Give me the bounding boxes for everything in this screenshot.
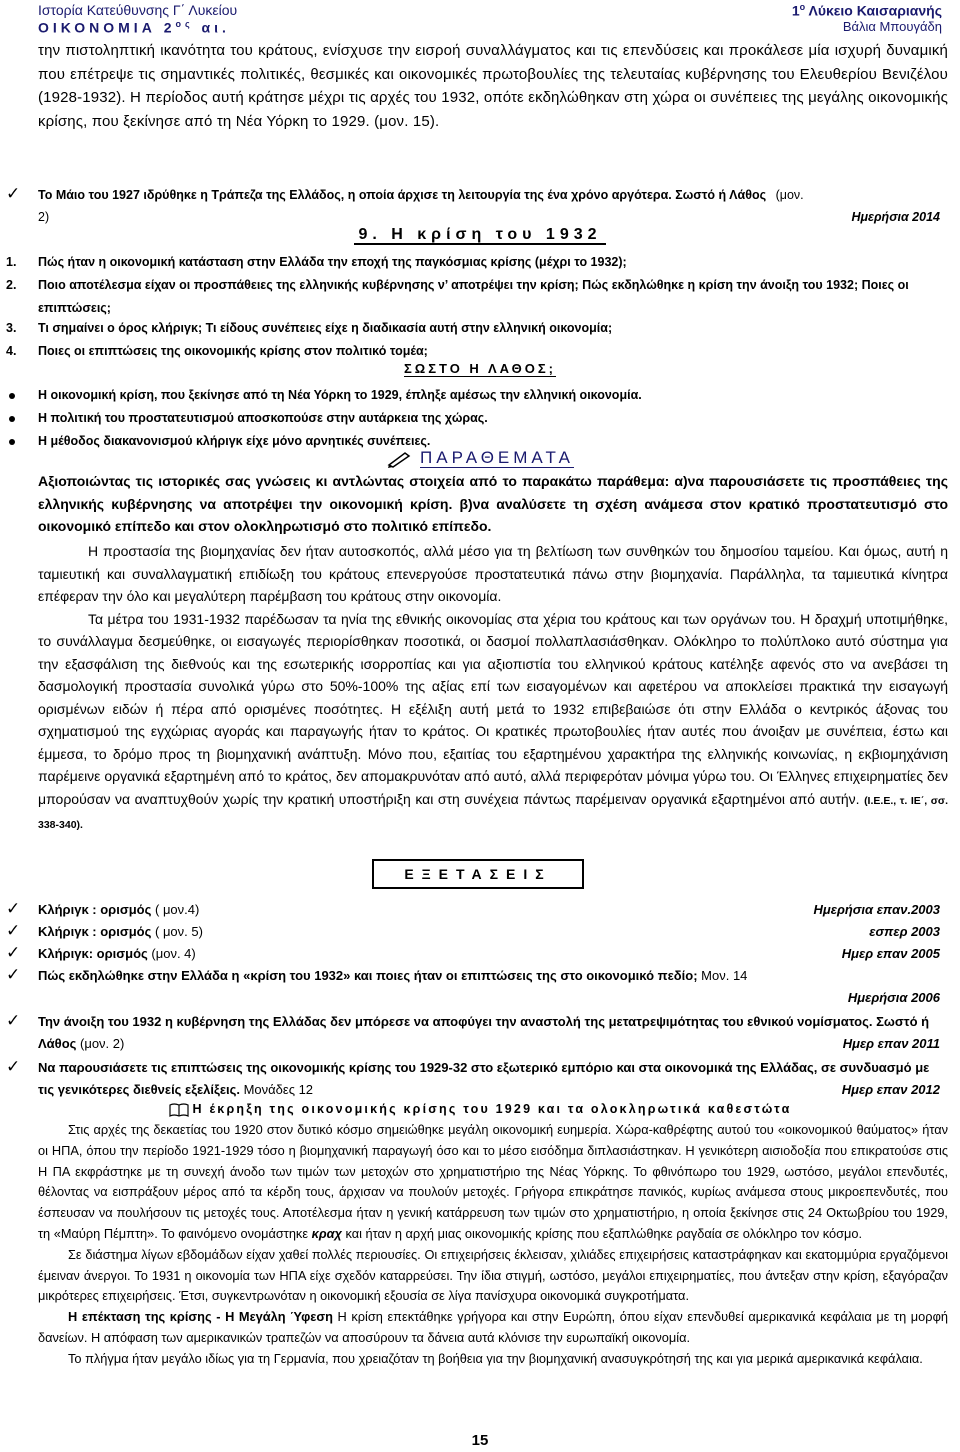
expansion-paragraph: Στις αρχές της δεκαετίας του 1920 στον δυτικό κόσμο σημειώθηκε μεγάλη οικονομική ευημερία. Χώρα-καθρέφτης αυτού του «οικονομικού θαύματος» ήταν οι ΗΠΑ, όπου την περίοδο 1921-1929 τόσο η βιομηχανική παραγωγή όσο και το μέσο εισόδημα διπλασιάστηκαν. Η γενικότερη αισιοδοξία που επικρατούσε στις Η ΠΑ εκφράστηκε με τη συνεχή άνοδο των τιμών των μετοχών στο χρηματιστήριο της Νέας Υόρκης. Το φθινόπωρο του 1929, ωστόσο, μεγάλοι επενδυτές, θέλοντας να εισπράξουν μέρος από τα κέρδη τους, άρχισαν να πουλούν μετοχές. Γρήγορα επικράτησε πανικός, κυρίως ανάμεσα στους μικροεπενδυτές, που έσπευσαν να πουλήσουν τις μετοχές τους. Αποτέλεσμα ήταν η γενική κατάρρευση των τιμών στο χρηματιστήριο, η οποία ξεκίνησε στις 24 Οκτωβρίου του 1929, τη «Μαύρη Πέμπτη». Το φαινόμενο ονομάστηκε κραχ και ήταν η αρχή μιας οικονομικής κρίσης που εξαπλώθηκε ραγδαία σε ολόκληρο τον κόσμο. [38,1122,948,1241]
source-paragraph: Η προστασία της βιομηχανίας δεν ήταν αυτοσκοπός, αλλά μέσο για τη βελτίωση των συνθηκών του δημοσίου ταμείου. Και όμως, αυτή η ταμιευτική και συναλλαγματική επιδίωξη του κράτους επενεργούσε προστατευτικά πάνω στην βιομηχανία. Παράλληλα, τα ταμιευτικά κίνητρα επέφεραν την όλο και μεγαλύτερη παρέμβαση του κράτους στην οικονομία. [38,543,948,604]
true-false-item: Η οικονομική κρίση, που ξεκίνησε από τη Νέα Υόρκη το 1929, έπληξε αμέσως την ελληνική οικονομία. [38,388,642,402]
question-item: Ποιο αποτέλεσμα είχαν οι προσπάθειες της ελληνικής κυβέρνησης ν’ αποτρέψει την κρίση; Πώς εκδηλώθηκε η κρίση την άνοιξη του 1932; Ποιες οι επιπτώσεις; [38,278,909,315]
true-false-item: Η πολιτική του προστατευτισμού αποσκοπούσε στην αυτάρκεια της χώρας. [38,411,488,425]
source-citation: (Ι.Ε.Ε., τ. ΙΕ΄, σσ. 338-340). [38,794,949,831]
question-item: Πώς ήταν η οικονομική κατάσταση στην Ελλάδα την εποχή της παγκόσμιας κρίσης (μέχρι το 1932); [38,255,627,269]
header-author: Βάλια Μπουγάδη [842,19,942,34]
bullet-icon [9,439,15,445]
book-icon [169,1103,189,1117]
checkmark-icon: ✓ [6,943,21,962]
checkmark-icon: ✓ [6,899,21,918]
tf-question-2014-marks: 2) Ημερήσια 2014 [38,210,940,224]
checkmark-icon: ✓ [6,1011,21,1030]
expansion-text [38,1120,948,1370]
document-page: Ιστορία Κατεύθυνσης Γ΄ Λυκείου ΟΙΚΟΝΟΜΙΑ $2^{o\varsigma}$ αι. $1^o$ Λύκειο Καισαριανής Βάλια Μπουγάδη την πιστοληπτική ικανότητα του κράτους, ενίσχυσε την εισροή συναλλάγματος και τις επενδύσεις και προκάλεσε μία ισχυρή δυναμική που επέτρεψε τις σημαντικές πολιτικές, θεσμικές και οικονομικές πρωτοβουλίες της τελευταίας κυβέρνησης του Ελευθερίου Βενιζέλου (1928-1932). Η περίοδος αυτή κράτησε μέχρι τις αρχές του 1932, οπότε εκδηλώθηκαν στη χώρα οι συνέπειες της μεγάλης οικονομικής κρίσης, που ξεκίνησε από τη Νέα Υόρκη το 1929. (μον. 15). ✓ Το Μάιο του 1927 ιδρύθηκε η Τράπεζα της Ελλάδος, η οποία άρχισε τη λειτουργία της ένα χρόνο αργότερα. Σωστό ή Λάθος (μον. 2) Ημερήσια 2014 9. Η κρίση του 1932 1. Πώς ήταν η οικονομική κατάσταση στην Ελλάδα την εποχή της παγκόσμιας κρίσης (μέχρι το 1932); 2. Ποιο αποτέλεσμα είχαν οι προσπάθειες της ελληνικής κυβέρνησης ν’ αποτρέψει την κρίση; Πώς εκδηλώθηκε η κρίση την άνοιξη του 1932; Ποιες οι επιπτώσεις; 3. Τι σημαίνει ο όρος κλήριγκ; Τι είδους συνέπειες είχε η διαδικασία αυτή στην ελληνική οικονομία; 4. Ποιες οι επιπτώσεις της οικονομικής κρίσης στον πολιτικό τομέα; ΣΩΣΤΟ Η ΛΑΘΟΣ; Η οικονομική κρίση, που ξεκίνησε από τη Νέα Υόρκη το 1929, έπληξε αμέσως την ελληνική οικονομία. Η πολιτική του προστατευτισμού αποσκοπούσε στην αυτάρκεια της χώρας. Η μέθοδος διακανονισμού κλήριγκ είχε μόνο αρνητικές συνέπειες. ΠΑΡΑΘΕΜΑΤΑ Αξιοποιώντας τις ιστορικές σας γνώσεις κι αντλώντας στοιχεία από το παρακάτω παράθεμα: α)να παρουσιάσετε τις προσπάθειες της ελληνικής κυβέρνησης να αποτρέψει την οικονομική κρίση. β)να αναλύσετε τη σχέση ανάμεσα στον κρατικό προστατευτισμό στο οικονομικό επίπεδο και στον ολοκληρωτισμό στο πολιτικό επίπεδο. Η προστασία της βιομηχανίας δεν ήταν αυτοσκοπός, αλλά μέσο για τη βελτίωση των συνθηκών του δημοσίου ταμείου. Και όμως, αυτή η ταμιευτική και συναλλαγματική επιδίωξη του κράτους επενεργούσε προστατευτικά πάνω στην βιομηχανία. Παράλληλα, τα ταμιευτικά κίνητρα επέφεραν την όλο και μεγαλύτερη παρέμβαση του κράτους στην οικονομία. Τα μέτρα του 1931-1932 παρέδωσαν τα ηνία της εθνικής οικονομίας στα χέρια του κράτους και των οργάνων του. Η δραχμή υποτιμήθηκε, το συνάλλαγμα δεσμεύθηκε, οι εισαγωγές περιορίσθηκαν ποσοτικά, οι δασμοί πολλαπλασιάσθηκαν. Ολόκληρο το πολύπλοκο αυτό σύστημα για την εξασφάλιση της διεθνούς και της εσωτερικής ισορροπίας και για αξιοπιστία του ελληνικού κράτους κατέληξε αφενός στο να ανεβάσει τη δασμολογική προστασία συνολικά γύρω στο 50%-100% της αξίας επί των εισαγομένων και αφετέρου να αποκλείσει πρακτικά την εισαγωγή ορισμένων ειδών ή πέρα από ορισμένες ποσότητες. Η εξέλιξη αυτή μετά το 1932 επιβεβαιώσε ότι στην Ελλάδα ο κεντρικός άξονας του σχηματισμού της εγχώριας αγοράς και παραγωγής ήταν το κράτος. Οι κρατικές πρωτοβουλίες ήταν αυτές που άνοιξαν με συνέπεια, έστω και έμμεσα, το δρόμο προς τη βιομηχανική ανάπτυξη. Μόνο που, εξαιτίας του εξαρτημένου χαρακτήρα της ελληνικής κοινωνίας, η εκβιομηχάνιση παρέμεινε οργανικά εξαρτημένη από το κράτος, δεν απομακρυνόταν από αυτό, αλλά περιφερόταν μόνιμα γύρω του. Οι Έλληνες επιχειρηματίες δεν μπορούσαν να αναπτυχθούν χωρίς την κρατική υποστήριξη και στη συνέχεια πάντως παρέμειναν οργανικά εξαρτημένοι από αυτήν. (Ι.Ε.Ε., τ. ΙΕ΄, σσ. 338-340). ΕΞΕΤΑΣΕΙΣ ✓ Κλήριγκ : ορισμός ( μον.4) Ημερήσια επαν.2003 ✓ Κλήριγκ : ορισμός ( μον. 5) εσπερ 2003 ✓ Κλήριγκ: ορισμός (μον. 4) Ημερ επαν 2005 ✓ Πώς εκδηλώθηκε στην Ελλάδα η «κρίση του 1932» και ποιες ήταν οι επιπτώσεις της στο οικονομικό πεδίο; Μον. 14 Ημερήσια 2006 ✓ Την άνοιξη του 1932 η κυβέρνηση της Ελλάδας δεν μπόρεσε να αποφύγει την αναστολή της μετατρεψιμότητας του εθνικού νομίσματος. Σωστό ή Λάθος (μον. 2) Ημερ επαν 2011 ✓ Να παρουσιάσετε τις επιπτώσεις της οικονομικής κρίσης του 1929-32 στο εξωτερικό εμπόριο και στα οικονομικά της Ελλάδας, σε συνδυασμό με τις γενικότερες διεθνείς εξελίξεις. Μονάδες 12 Ημερ επαν 2012 Η έκρηξη της οικονομικής κρίσης του 1929 και τα ολοκληρωτικά καθεστώτα Στις αρχές της δεκαετίας του 1920 στον δυτικό κόσμο σημειώθηκε μεγάλη οικονομική ευημερία. Χώρα-καθρέφτης αυτού του «οικονομικού θαύματος» ήταν οι ΗΠΑ, όπου την περίοδο 1921-1929 τόσο η βιομηχανική παραγωγή όσο και το μέσο εισόδημα διπλασιάστηκαν. Η γενικότερη αισιοδοξία που επικρατούσε στις Η ΠΑ εκφράστηκε με τη συνεχή άνοδο των τιμών των μετοχών στο χρηματιστήριο της Νέας Υόρκης. Το φθινόπωρο του 1929, ωστόσο, μεγάλοι επενδυτές, θέλοντας να εισπράξουν μέρος από τα κέρδη τους, άρχισαν να πουλούν μετοχές. Γρήγορα επικράτησε πανικός, κυρίως ανάμεσα στους μικροεπενδυτές, που έσπευσαν να πουλήσουν τις μετοχές τους. Αποτέλεσμα ήταν η γενική κατάρρευση των τιμών στο χρηματιστήριο, η οποία ξεκίνησε στις 24 Οκτωβρίου του 1929, τη «Μαύρη Πέμπτη». Το φαινόμενο ονομάστηκε κραχ και ήταν η αρχή μιας οικονομικής κρίσης που εξαπλώθηκε ραγδαία σε ολόκληρο τον κόσμο. Σε διάστημα λίγων εβδομάδων είχαν χαθεί πολλές περιουσίες. Οι επιχειρήσεις έκλεισαν, χιλιάδες επιχειρήσεις καταστράφηκαν και εκατομμύρια εργαζόμενοι έμειναν άνεργοι. Το 1931 η οικονομία των ΗΠΑ είχε σχεδόν καταρρεύσει. Την ίδια στιγμή, ωστόσο, μεγάλοι επιχειρηματίες, που άντεξαν στην κρίση, εξαγόραζαν μικρότερες επιχειρήσεις. Έτσι, συγκεντρωνόταν η οικονομική εξουσία σε λίγα πανίσχυρα οικονομικά συγκροτήματα. Η επέκταση της κρίσης - Η Μεγάλη Ύφεση Η κρίση επεκτάθηκε γρήγορα και στην Ευρώπη, όπου είχαν επενδυθεί αμερικανικά κεφάλαια με τη μορφή δανείων. Η απόφαση των αμερικανικών τραπεζών να αποσύρουν τα δάνεια αυτά κλόνισε την ευρωπαϊκή οικονομία. Το πλήγμα ήταν μεγάλο ιδίως για τη Γερμανία, που χρειαζόταν τη βοήθεια για την βιομηχανική ανασυγκρότησή της και για μερικά αμερικανικά κεφάλαια. 15 [0,0,960,1452]
true-false-title: ΣΩΣΤΟ Η ΛΑΘΟΣ; [403,361,557,376]
page-number: 15 [471,1432,489,1449]
bullet-icon [9,416,15,422]
expansion-paragraph: Σε διάστημα λίγων εβδομάδων είχαν χαθεί πολλές περιουσίες. Οι επιχειρήσεις έκλεισαν, χιλιάδες επιχειρήσεις καταστράφηκαν και εκατομμύρια εργαζόμενοι έμειναν άνεργοι. Το 1931 η οικονομία των ΗΠΑ είχε σχεδόν καταρρεύσει. Την ίδια στιγμή, ωστόσο, μεγάλοι επιχειρηματίες, που άντεξαν στην κρίση, εξαγόραζαν μικρότερες επιχειρήσεις. Έτσι, συγκεντρωνόταν η οικονομική εξουσία σε λίγα πανίσχυρα οικονομικά συγκροτήματα. [38,1246,948,1304]
exam-item: Την άνοιξη του 1932 η κυβέρνηση της Ελλάδας δεν μπόρεσε να αποφύγει την αναστολή της μετατρεψιμότητας του εθνικού νομίσματος. Σωστό ή Λάθος (μον. 2) [38,1014,930,1051]
exams-title: ΕΞΕΤΑΣΕΙΣ [372,859,584,889]
checkmark-icon: ✓ [6,921,21,940]
tf-question-2014: Το Μάιο του 1927 ιδρύθηκε η Τράπεζα της Ελλάδος, η οποία άρχισε τη λειτουργία της ένα χρόνο αργότερα. Σωστό ή Λάθος (μον. [38,188,804,202]
header-subject: Ιστορία Κατεύθυνσης Γ΄ Λυκείου [38,2,238,18]
pencil-icon [386,450,412,468]
expansion-title: Η έκρηξη της οικονομικής κρίσης του 1929 και τα ολοκληρωτικά καθεστώτα [0,1102,960,1117]
header-unit: ΟΙΚΟΝΟΜΙΑ $2^{o\varsigma}$ αι. [38,19,230,36]
question-number: 1. [6,255,17,269]
source-text [38,540,948,837]
question-number: 4. [6,344,17,358]
intro-paragraph: την πιστοληπτική ικανότητα του κράτους, ενίσχυσε την εισροή συναλλάγματος και τις επενδύσεις και προκάλεσε μία ισχυρή δυναμική που επέτρεψε τις σημαντικές πολιτικές, θεσμικές και οικονομικές πρωτοβουλίες της τελευταίας κυβέρνησης του Ελευθερίου Βενιζέλου (1928-1932). Η περίοδος αυτή κράτησε μέχρι τις αρχές του 1932, οπότε εκδηλώθηκαν στη χώρα οι συνέπειες της μεγάλης οικονομικής κρίσης, που ξεκίνησε από τη Νέα Υόρκη το 1929. (μον. 15). [38,42,948,130]
exam-item: Να παρουσιάσετε τις επιπτώσεις της οικονομικής κρίσης του 1929-32 στο εξωτερικό εμπόριο και στα οικονομικά της Ελλάδας, σε συνδυασμό με τις γενικότερες διεθνείς εξελίξεις. Μονάδες 12 [38,1060,930,1097]
checkmark-icon: ✓ [6,184,21,203]
exam-item: Κλήριγκ: ορισμός (μον. 4) Ημερ επαν 2005 [38,946,940,961]
question-number: 3. [6,321,17,335]
true-false-item: Η μέθοδος διακανονισμού κλήριγκ είχε μόνο αρνητικές συνέπειες. [38,434,431,448]
exam-item: Κλήριγκ : ορισμός ( μον. 5) εσπερ 2003 [38,924,940,939]
exam-item: Κλήριγκ : ορισμός ( μον.4) Ημερήσια επαν.2003 [38,902,940,917]
checkmark-icon: ✓ [6,965,21,984]
exam-item: Πώς εκδηλώθηκε στην Ελλάδα η «κρίση του 1932» και ποιες ήταν οι επιπτώσεις της στο οικονομικό πεδίο; Μον. 14 [38,968,748,983]
sources-title: ΠΑΡΑΘΕΜΑΤΑ [0,448,960,468]
question-item: Ποιες οι επιπτώσεις της οικονομικής κρίσης στον πολιτικό τομέα; [38,344,428,358]
header-school: $1^o$ Λύκειο Καισαριανής [791,2,942,19]
bullet-icon [9,393,15,399]
expansion-paragraph: Το πλήγμα ήταν μεγάλο ιδίως για τη Γερμανία, που χρειαζόταν τη βοήθεια για την βιομηχανική ανασυγκρότησή της και για μερικά αμερικανικά κεφάλαια. [68,1350,923,1366]
expansion-paragraph: Η επέκταση της κρίσης - Η Μεγάλη Ύφεση Η κρίση επεκτάθηκε γρήγορα και στην Ευρώπη, όπου είχαν επενδυθεί αμερικανικά κεφάλαια με τη μορφή δανείων. Η απόφαση των αμερικανικών τραπεζών να αποσύρουν τα δάνεια αυτά κλόνισε την ευρωπαϊκή οικονομία. [38,1309,948,1345]
question-item: Τι σημαίνει ο όρος κλήριγκ; Τι είδους συνέπειες είχε η διαδικασία αυτή στην ελληνική οικονομία; [38,321,613,335]
section-title: 9. Η κρίση του 1932 [0,226,960,244]
source-paragraph: Τα μέτρα του 1931-1932 παρέδωσαν τα ηνία της εθνικής οικονομίας στα χέρια του κράτους και των οργάνων του. Η δραχμή υποτιμήθηκε, το συνάλλαγμα δεσμεύθηκε, οι εισαγωγές περιορίσθηκαν ποσοτικά, οι δασμοί πολλαπλασιάσθηκαν. Ολόκληρο το πολύπλοκο αυτό σύστημα για την εξασφάλιση της διεθνούς και της εσωτερικής ισορροπίας και για αξιοπιστία του ελληνικού κράτους κατέληξε αφενός στο να ανεβάσει τη δασμολογική προστασία συνολικά γύρω στο 50%-100% της αξίας επί των εισαγομένων και αφετέρου να αποκλείσει πρακτικά την εισαγωγή ορισμένων ειδών ή πέρα από ορισμένες ποσότητες. Η εξέλιξη αυτή μετά το 1932 επιβεβαιώσε ότι στην Ελλάδα ο κεντρικός άξονας του σχηματισμού της εγχώριας αγοράς και παραγωγής ήταν το κράτος. Οι κρατικές πρωτοβουλίες ήταν αυτές που άνοιξαν με συνέπεια, έστω και έμμεσα, το δρόμο προς τη βιομηχανική ανάπτυξη. Μόνο που, εξαιτίας του εξαρτημένου χαρακτήρα της ελληνικής κοινωνίας, η εκβιομηχάνιση παρέμεινε οργανικά εξαρτημένη από το κράτος, δεν απομακρυνόταν από αυτό, αλλά περιφερόταν μόνιμα γύρω του. Οι Έλληνες επιχειρηματίες δεν μπορούσαν να αναπτυχθούν χωρίς την κρατική υποστήριξη και στη συνέχεια πάντως παρέμειναν οργανικά εξαρτημένοι από αυτήν. (Ι.Ε.Ε., τ. ΙΕ΄, σσ. 338-340). [38,610,949,831]
sources-task: Αξιοποιώντας τις ιστορικές σας γνώσεις κι αντλώντας στοιχεία από το παρακάτω παράθεμα: α)να παρουσιάσετε τις προσπάθειες της ελληνικής κυβέρνησης να αποτρέψει την οικονομική κρίση. β)να αναλύσετε τη σχέση ανάμεσα στον κρατικό προστατευτισμό στο οικονομικό επίπεδο και στον ολοκληρωτισμό στο πολιτικό επίπεδο. [38,473,948,534]
question-number: 2. [6,278,17,292]
checkmark-icon: ✓ [6,1057,21,1076]
page-header [38,2,942,38]
